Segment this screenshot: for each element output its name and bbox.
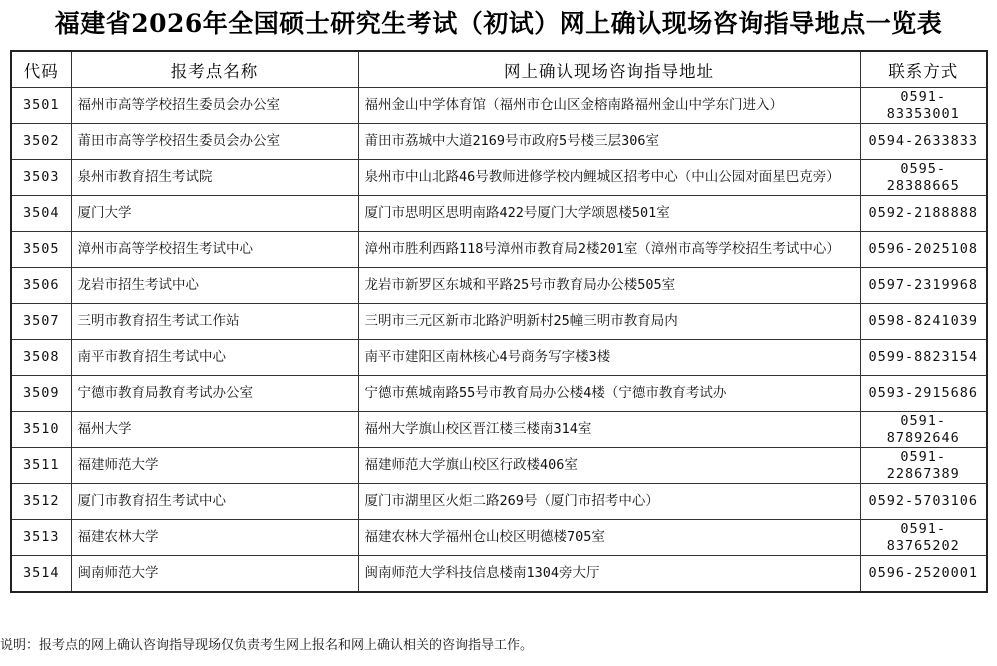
cell-site-name: 福建师范大学: [71, 448, 358, 484]
table-row: [11, 340, 987, 376]
cell-address: 三明市三元区新市北路沪明新村25幢三明市教育局内: [358, 304, 860, 340]
cell-site-name: 宁德市教育局教育考试办公室: [71, 376, 358, 412]
cell-code: 3507: [11, 304, 71, 340]
cell-code: 3508: [11, 340, 71, 376]
cell-code: 3509: [11, 376, 71, 412]
cell-site-name: 漳州市高等学校招生考试中心: [71, 232, 358, 268]
header-site-name: 报考点名称: [71, 51, 358, 88]
cell-contact: 0591-83353001: [860, 88, 987, 124]
page-title: 福建省2026年全国硕士研究生考试（初试）网上确认现场咨询指导地点一览表: [54, 9, 943, 38]
table-row: [11, 196, 987, 232]
cell-site-name: 福州大学: [71, 412, 358, 448]
table-row: [11, 376, 987, 412]
cell-code: 3511: [11, 448, 71, 484]
table-row: [11, 556, 987, 593]
cell-address: 福州大学旗山校区晋江楼三楼南314室: [358, 412, 860, 448]
cell-address: 福建师范大学旗山校区行政楼406室: [358, 448, 860, 484]
cell-site-name: 南平市教育招生考试中心: [71, 340, 358, 376]
table-row: [11, 520, 987, 556]
cell-site-name: 福州市高等学校招生委员会办公室: [71, 88, 358, 124]
cell-contact: 0598-8241039: [860, 304, 987, 340]
cell-address: 莆田市荔城中大道2169号市政府5号楼三层306室: [358, 124, 860, 160]
cell-address: 泉州市中山北路46号教师进修学校内鲤城区招考中心（中山公园对面星巴克旁）: [358, 160, 860, 196]
table-row: [11, 412, 987, 448]
table-row: [11, 124, 987, 160]
cell-address: 漳州市胜利西路118号漳州市教育局2楼201室（漳州市高等学校招生考试中心）: [358, 232, 860, 268]
cell-address: 厦门市湖里区火炬二路269号（厦门市招考中心）: [358, 484, 860, 520]
cell-contact: 0591-22867389: [860, 448, 987, 484]
cell-contact: 0594-2633833: [860, 124, 987, 160]
cell-code: 3503: [11, 160, 71, 196]
cell-site-name: 泉州市教育招生考试院: [71, 160, 358, 196]
cell-contact: 0593-2915686: [860, 376, 987, 412]
cell-code: 3504: [11, 196, 71, 232]
cell-site-name: 厦门市教育招生考试中心: [71, 484, 358, 520]
footnote: 说明：报考点的网上确认咨询指导现场仅负责考生网上报名和网上确认相关的咨询指导工作。: [0, 638, 534, 653]
cell-code: 3502: [11, 124, 71, 160]
cell-code: 3506: [11, 268, 71, 304]
cell-contact: 0596-2520001: [860, 556, 987, 593]
table-header-row: [11, 51, 987, 88]
cell-code: 3501: [11, 88, 71, 124]
cell-address: 宁德市蕉城南路55号市教育局办公楼4楼（宁德市教育考试办: [358, 376, 860, 412]
cell-site-name: 厦门大学: [71, 196, 358, 232]
table-row: [11, 232, 987, 268]
cell-site-name: 三明市教育招生考试工作站: [71, 304, 358, 340]
cell-contact: 0592-5703106: [860, 484, 987, 520]
header-contact: 联系方式: [860, 51, 987, 88]
cell-code: 3505: [11, 232, 71, 268]
cell-code: 3512: [11, 484, 71, 520]
cell-code: 3510: [11, 412, 71, 448]
cell-contact: 0591-87892646: [860, 412, 987, 448]
consultation-sites-table: [10, 50, 988, 593]
cell-contact: 0595-28388665: [860, 160, 987, 196]
header-code: 代码: [11, 51, 71, 88]
cell-site-name: 龙岩市招生考试中心: [71, 268, 358, 304]
table-row: [11, 268, 987, 304]
cell-contact: 0592-2188888: [860, 196, 987, 232]
cell-address: 龙岩市新罗区东城和平路25号市教育局办公楼505室: [358, 268, 860, 304]
cell-address: 闽南师范大学科技信息楼南1304旁大厅: [358, 556, 860, 593]
cell-code: 3513: [11, 520, 71, 556]
cell-contact: 0597-2319968: [860, 268, 987, 304]
cell-address: 厦门市思明区思明南路422号厦门大学颂恩楼501室: [358, 196, 860, 232]
cell-site-name: 福建农林大学: [71, 520, 358, 556]
table-row: [11, 448, 987, 484]
cell-code: 3514: [11, 556, 71, 593]
cell-site-name: 莆田市高等学校招生委员会办公室: [71, 124, 358, 160]
table-row: [11, 304, 987, 340]
table-row: [11, 88, 987, 124]
cell-address: 福州金山中学体育馆（福州市仓山区金榕南路福州金山中学东门进入）: [358, 88, 860, 124]
cell-site-name: 闽南师范大学: [71, 556, 358, 593]
cell-contact: 0599-8823154: [860, 340, 987, 376]
header-address: 网上确认现场咨询指导地址: [358, 51, 860, 88]
table-row: [11, 160, 987, 196]
cell-address: 福建农林大学福州仓山校区明德楼705室: [358, 520, 860, 556]
table-row: [11, 484, 987, 520]
cell-contact: 0596-2025108: [860, 232, 987, 268]
cell-contact: 0591-83765202: [860, 520, 987, 556]
cell-address: 南平市建阳区南林核心4号商务写字楼3楼: [358, 340, 860, 376]
